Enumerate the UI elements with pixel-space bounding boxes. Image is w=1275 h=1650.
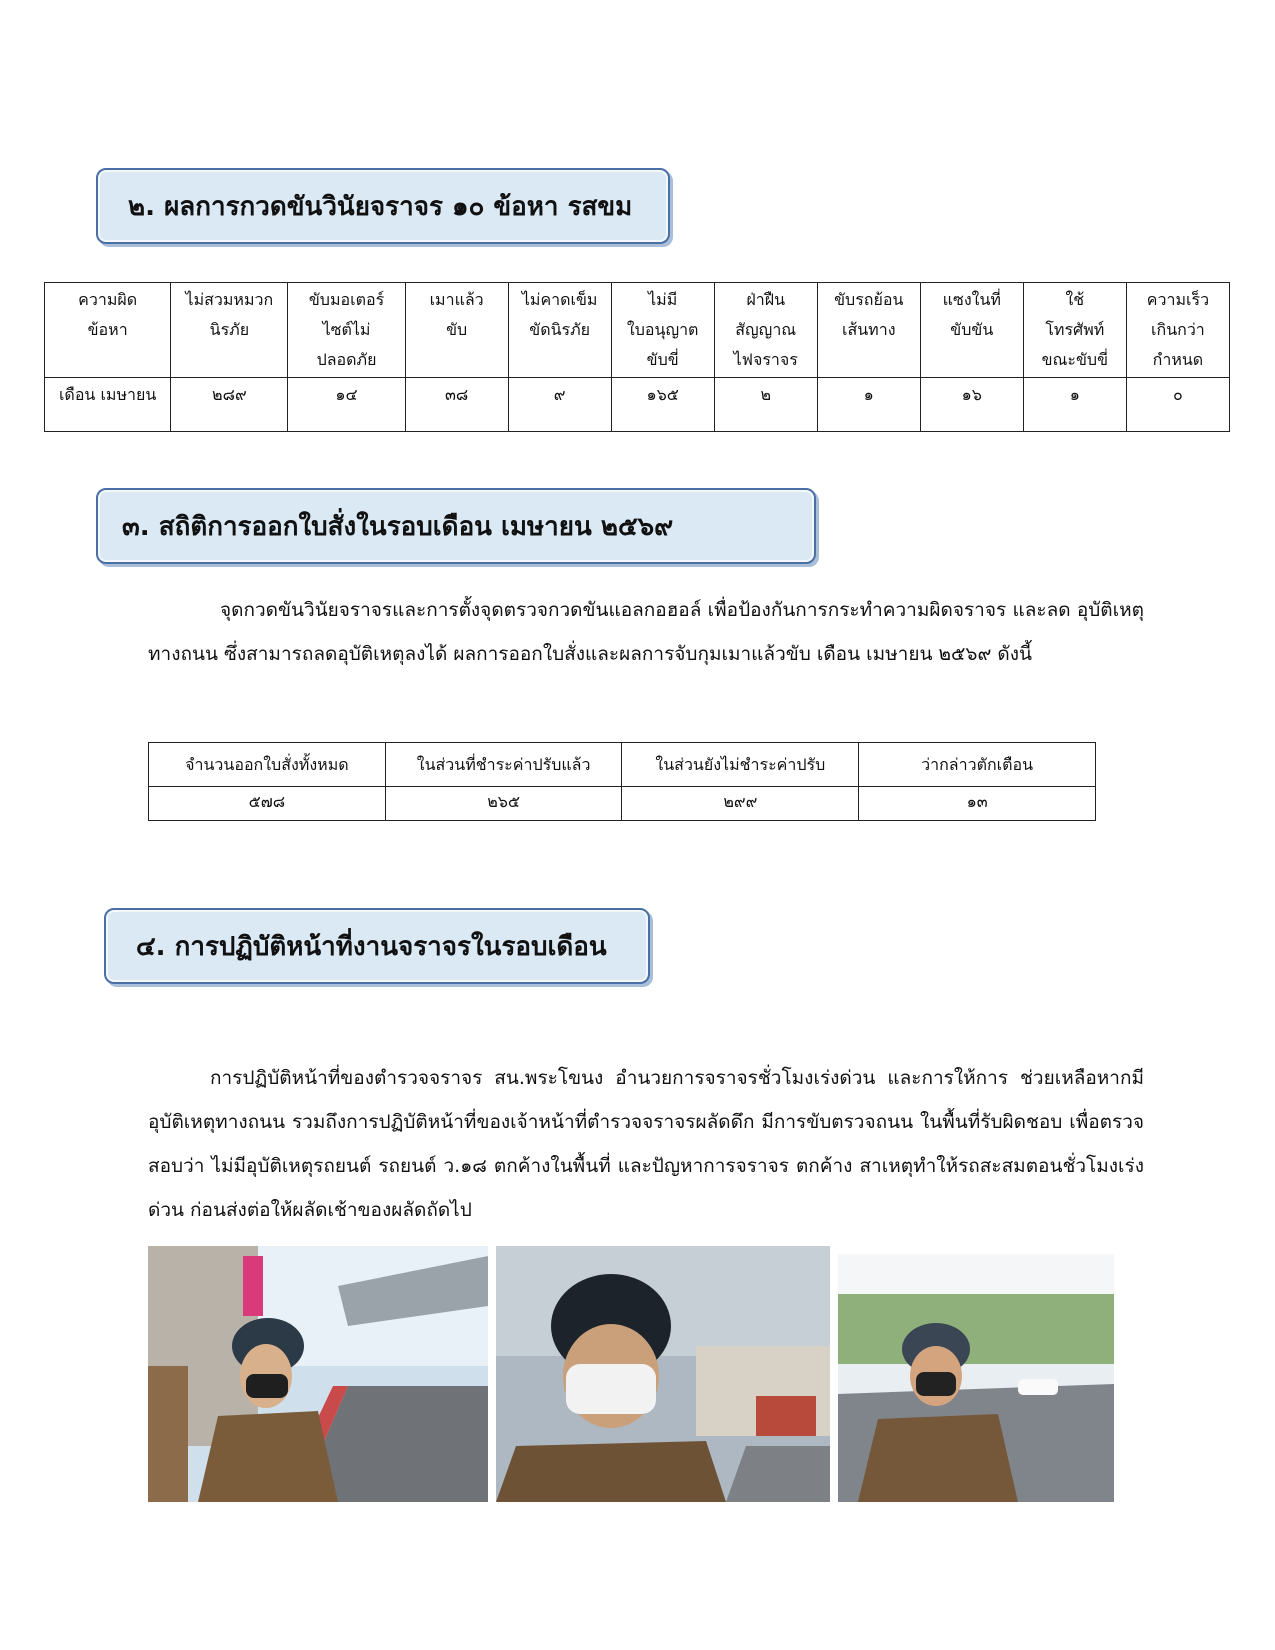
value-cell: ๑๖๕ [611, 378, 714, 432]
value-cell: ๑๔ [288, 378, 405, 432]
value-cell: ๓๘ [405, 378, 508, 432]
section-3-title: ๓. สถิติการออกใบสั่งในรอบเดือน เมษายน ๒๕๖๙ [122, 511, 674, 542]
header-cell: ในส่วนที่ชำระค่าปรับแล้ว [385, 743, 622, 787]
section-3-paragraph [148, 588, 1144, 676]
header-cell: ความผิด ข้อหา [45, 283, 171, 378]
value-cell: ๕๗๘ [149, 787, 386, 821]
section-2-title: ๒. ผลการกวดขันวินัยจราจร ๑๐ ข้อหา รสขม [128, 191, 633, 222]
value-cell: ๒ [714, 378, 817, 432]
value-cell: ๐ [1126, 378, 1229, 432]
value-cell: ๒๖๕ [385, 787, 622, 821]
value-cell: ๒๘๙ [171, 378, 288, 432]
value-cell: ๑ [817, 378, 920, 432]
header-cell: ความเร็ว เกินกว่า กำหนด [1126, 283, 1229, 378]
header-cell: จำนวนออกใบสั่งทั้งหมด [149, 743, 386, 787]
header-cell: ใช้ โทรศัพท์ ขณะขับขี่ [1023, 283, 1126, 378]
value-cell: ๑๖ [920, 378, 1023, 432]
violations-table [44, 282, 1230, 432]
value-cell: ๑ [1023, 378, 1126, 432]
header-cell: ไม่มี ใบอนุญาต ขับขี่ [611, 283, 714, 378]
violations-header-row [45, 283, 1230, 378]
header-cell: ขับมอเตอร์ ไซต์ไม่ ปลอดภัย [288, 283, 405, 378]
section-3-heading [96, 488, 816, 564]
section-3-text: จุดกวดขันวินัยจราจรและการตั้งจุดตรวจกวดขันแอลกอฮอล์ เพื่อป้องกันการกระทำความผิดจราจร และลด อุบัติเหตุทางถนน ซึ่งสามารถลดอุบัติเหตุลงได้ ผลการออกใบสั่งและผลการจับกุมเมาแล้วขับ เดือน เมษายน ๒๕๖๙ ดังนี้ [148, 599, 1144, 665]
header-cell: ขับรถย้อน เส้นทาง [817, 283, 920, 378]
section-4-paragraph [148, 1056, 1144, 1232]
table-row [149, 787, 1096, 821]
month-cell: เดือน เมษายน [45, 378, 171, 432]
officer-photo-3 [838, 1254, 1114, 1502]
section-2-heading [96, 168, 670, 244]
section-4-title: ๔. การปฏิบัติหน้าที่งานจราจรในรอบเดือน [136, 931, 607, 962]
officer-photo-2 [496, 1246, 830, 1502]
tickets-table [148, 742, 1096, 821]
section-4-heading [104, 908, 650, 984]
table-row [45, 378, 1230, 432]
officer-photo-1 [148, 1246, 488, 1502]
header-cell: ว่ากล่าวตักเตือน [859, 743, 1096, 787]
value-cell: ๒๙๙ [622, 787, 859, 821]
value-cell: ๙ [508, 378, 611, 432]
header-cell: เมาแล้ว ขับ [405, 283, 508, 378]
section-4-text: การปฏิบัติหน้าที่ของตำรวจจราจร สน.พระโขนง อำนวยการจราจรชั่วโมงเร่งด่วน และการให้การ ช่วยเหลือหากมีอุบัติเหตุทางถนน รวมถึงการปฏิบัติหน้าที่ของเจ้าหน้าที่ตำรวจจราจรผลัดดึก มีการขับตรวจถนน ในพื้นที่รับผิดชอบ เพื่อตรวจสอบว่า ไม่มีอุบัติเหตุรถยนต์ รถยนต์ ว.๑๘ ตกค้างในพื้นที่ และปัญหาการจราจร ตกค้าง สาเหตุทำให้รถสะสมตอนชั่วโมงเร่งด่วน ก่อนส่งต่อให้ผลัดเช้าของผลัดถัดไป [148, 1067, 1144, 1221]
value-cell: ๑๓ [859, 787, 1096, 821]
tickets-header-row [149, 743, 1096, 787]
header-cell: แซงในที่ ขับขัน [920, 283, 1023, 378]
header-cell: ในส่วนยังไม่ชำระค่าปรับ [622, 743, 859, 787]
header-cell: ฝ่าฝืน สัญญาณ ไฟจราจร [714, 283, 817, 378]
header-cell: ไม่คาดเข็ม ขัดนิรภัย [508, 283, 611, 378]
header-cell: ไม่สวมหมวก นิรภัย [171, 283, 288, 378]
